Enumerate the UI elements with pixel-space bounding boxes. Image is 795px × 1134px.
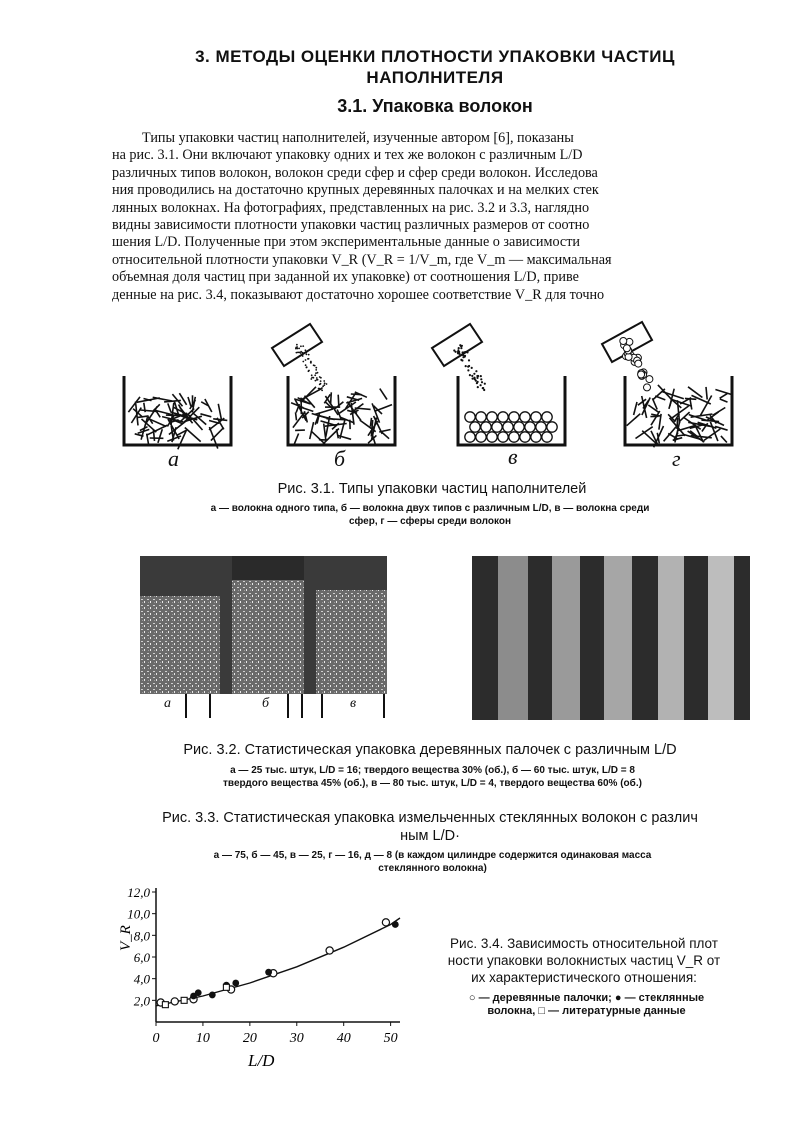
stream-particle (477, 386, 479, 388)
sphere (542, 432, 552, 442)
fig32-label-b: б (262, 696, 270, 711)
point-literature (223, 984, 229, 990)
stream-particle (324, 382, 326, 384)
fig32-label-strip (140, 694, 387, 720)
fiber (704, 429, 721, 441)
fibers-a (128, 393, 227, 449)
sphere (514, 422, 524, 432)
stream-particle (457, 349, 459, 351)
stream-particle (314, 374, 316, 376)
fiber (713, 408, 726, 416)
stream-particle (458, 347, 460, 349)
fiber (205, 399, 212, 412)
stream-particle (468, 365, 470, 367)
stream-particle (475, 370, 477, 372)
fiber (318, 415, 335, 419)
sphere (498, 412, 508, 422)
stream-particle (302, 345, 304, 347)
point-glass-fiber (392, 921, 399, 928)
paragraph-line: ния проводились на достаточно крупных деревянных палочках и на мелких стек (112, 182, 599, 199)
sphere (542, 412, 552, 422)
stream-particle (315, 367, 317, 369)
sphere (487, 412, 497, 422)
fiber (706, 387, 707, 400)
stream-particle (462, 351, 464, 353)
fig32-legend-line1: а — 25 тыс. штук, L/D = 16; твердого вещества 30% (об.), б — 60 тыс. штук, L/D = 8 (230, 765, 635, 776)
point-glass-fiber (265, 969, 272, 976)
fig32-label-a: а (164, 696, 171, 711)
stream-particle (321, 387, 323, 389)
x-tick-label: 30 (289, 1031, 304, 1046)
stream-particle (306, 366, 308, 368)
stream-particle (464, 351, 466, 353)
stream-particle (305, 349, 307, 351)
fig31-caption: Рис. 3.1. Типы упаковки частиц наполнителей (277, 481, 587, 497)
stream-particle (474, 378, 476, 380)
fiber (685, 398, 696, 399)
paragraph-line: шения L/D. Полученные при этом экспериментальные данные о зависимости (112, 234, 581, 251)
fig33-photo (472, 556, 750, 720)
fiber (701, 396, 712, 416)
fig32-label-c: в (350, 696, 357, 711)
fiber (634, 402, 637, 415)
paragraph-line: видны зависимости плотности упаковки частиц различных размеров от соотно (112, 217, 590, 234)
stream-particle (320, 377, 322, 379)
fig34-caption-line3: их характеристического отношения: (471, 970, 697, 985)
fiber (311, 431, 325, 444)
stream-particle (455, 351, 457, 353)
fig34-caption-line1: Рис. 3.4. Зависимость относительной плот (450, 936, 718, 951)
y-tick-label: 10,0 (127, 906, 150, 922)
fig33-legend-line2: стеклянного волокна) (378, 863, 487, 874)
stream-particle (326, 383, 328, 385)
paragraph-line: на рис. 3.1. Они включают упаковку одних и тех же волокон с различным L/D (112, 147, 583, 164)
stream-particle (314, 365, 316, 367)
fig34-chart (108, 878, 408, 1078)
fig31-legend-line2: сфер, г — сферы среди волокон (348, 516, 512, 527)
fig34-caption-line2: ности упаковки волокнистых частиц V_R от (447, 953, 721, 968)
fig33-legend (100, 849, 765, 875)
stream-particle (460, 359, 462, 361)
fiber (188, 397, 191, 406)
stream-particle (464, 355, 466, 357)
fibers-d (627, 385, 733, 447)
fiber (293, 412, 305, 427)
stream-particle (311, 374, 313, 376)
stream-particle (481, 381, 483, 383)
hopper-c (432, 324, 482, 366)
body-paragraph (112, 130, 752, 304)
chapter-title-line2: НАПОЛНИТЕЛЯ (366, 68, 504, 87)
fig32-photo (140, 556, 387, 694)
sphere (481, 422, 491, 432)
point-glass-fiber (195, 989, 202, 996)
point-glass-fiber (209, 992, 216, 999)
stream-particle (460, 347, 462, 349)
fiber (218, 404, 221, 420)
stream-particle (480, 378, 482, 380)
fiber (677, 435, 685, 436)
paragraph-line: Типы упаковки частиц наполнителей, изученные автором [6], показаны (142, 130, 574, 146)
stream-particle (480, 375, 482, 377)
fig31-label-a: а (168, 446, 179, 471)
sphere (536, 422, 546, 432)
fiber (690, 399, 692, 410)
chapter-title (120, 46, 750, 88)
stream-particle (323, 380, 325, 382)
y-tick-label: 12,0 (127, 885, 150, 900)
fig32-legend (100, 764, 765, 790)
fiber (688, 387, 702, 398)
stream-particle (469, 374, 471, 376)
stream-particle (308, 354, 310, 356)
stream-particle (320, 383, 322, 385)
paragraph-line: относительной плотности упаковки V_R (V_R = 1/V_m, где V_m — максимальная (112, 251, 612, 268)
fiber (193, 420, 202, 430)
fiber (155, 408, 161, 417)
y-tick-label: 4,0 (133, 971, 150, 987)
fig31-legend (100, 502, 760, 528)
stream-particle (306, 354, 308, 356)
fiber (721, 436, 727, 443)
x-tick-label: 0 (152, 1031, 160, 1046)
fig33-legend-line1: а — 75, б — 45, в — 25, г — 16, д — 8 (в каждом цилиндре содержится одинаковая масса (213, 850, 652, 861)
stream-particle (638, 371, 645, 378)
fig31-label-d: г (672, 446, 681, 471)
sphere (520, 432, 530, 442)
fig32-caption: Рис. 3.2. Статистическая упаковка деревянных палочек с различным L/D (183, 742, 677, 758)
stream-particle (465, 365, 467, 367)
fig34-legend (414, 992, 759, 1018)
sphere (498, 432, 508, 442)
stream-particle (480, 384, 482, 386)
sphere (492, 422, 502, 432)
stream-particle (302, 352, 304, 354)
fiber (381, 432, 389, 439)
fig33-caption-line1: Рис. 3.3. Статистическая упаковка измельченных стеклянных волокон с различ (162, 810, 698, 826)
stream-particle (321, 390, 323, 392)
sphere (525, 422, 535, 432)
fiber (213, 419, 227, 421)
stream-particle (461, 345, 463, 347)
fig33-caption-line2: ным L/D· (400, 828, 460, 844)
fig34-ylabel: V_R (118, 925, 134, 951)
fig33-caption (100, 809, 760, 845)
fiber (340, 419, 345, 439)
stream-particle (310, 361, 312, 363)
stream-particle (468, 359, 470, 361)
fig32-legend-line2: твердого вещества 45% (об.), в — 80 тыс. штук, L/D = 4, твердого вещества 60% (об.) (223, 778, 642, 789)
stream-particle (308, 358, 310, 360)
fiber (380, 389, 387, 400)
sphere (503, 422, 513, 432)
point-literature (181, 997, 187, 1003)
fiber (375, 405, 392, 412)
stream-particle (296, 344, 298, 346)
stream-particle (484, 383, 486, 385)
stream-particle (646, 376, 653, 383)
stream-particle (300, 345, 302, 347)
sphere (547, 422, 557, 432)
sphere (465, 412, 475, 422)
fiber (720, 399, 728, 402)
fiber (337, 429, 339, 438)
stream-particle (298, 348, 300, 350)
fiber (296, 412, 297, 420)
point-literature (162, 1002, 168, 1008)
stream-particle (297, 352, 299, 354)
stream-particle (644, 384, 651, 391)
stream-particle (458, 353, 460, 355)
fiber (715, 390, 732, 395)
stream-particle (471, 375, 473, 377)
sphere (531, 412, 541, 422)
stream-particle (476, 382, 478, 384)
fiber (715, 426, 728, 430)
stream-particle (302, 361, 304, 363)
stream-particle (302, 355, 304, 357)
point-wood-stick (382, 919, 389, 926)
fiber (331, 392, 332, 404)
sphere (520, 412, 530, 422)
stream-particle (305, 359, 307, 361)
stream-particle (483, 389, 485, 391)
stream-particle (471, 367, 473, 369)
fiber (168, 403, 171, 411)
y-tick-label: 8,0 (133, 928, 150, 944)
stream-particle (317, 379, 319, 381)
fig31-label-b: б (334, 446, 346, 471)
stream-particle (305, 352, 307, 354)
stream-particle (305, 364, 307, 366)
stream-particle (482, 387, 484, 389)
stream-particle (311, 377, 313, 379)
fig34-fit-line (156, 918, 400, 1006)
stream-particle (318, 388, 320, 390)
stream-particle (315, 372, 317, 374)
stream-particle (472, 378, 474, 380)
stream-particle (320, 380, 322, 382)
stream-particle (473, 373, 475, 375)
paragraph-line: различных типов волокон, волокон среди сфер и сфер среди волокон. Исследова (112, 164, 598, 181)
x-tick-label: 40 (336, 1031, 351, 1046)
fiber (200, 414, 211, 417)
paragraph-line: лянных волокнах. На фотографиях, представленных на рис. 3.2 и 3.3, наглядно (112, 199, 590, 216)
sphere (509, 432, 519, 442)
chapter-title-line1: 3. МЕТОДЫ ОЦЕНКИ ПЛОТНОСТИ УПАКОВКИ ЧАСТИЦ (195, 47, 675, 66)
stream-particle (623, 345, 630, 352)
fig34-legend-line2: волокна, □ — литературные данные (487, 1005, 686, 1017)
x-tick-label: 10 (195, 1031, 210, 1046)
paragraph-line: денные на рис. 3.4, показывают достаточно хорошее соответствие V_R для точно (112, 286, 605, 303)
sphere (476, 432, 486, 442)
fig31-diagrams (110, 318, 760, 468)
fiber (294, 434, 299, 445)
stream-b (295, 344, 327, 392)
stream-particle (316, 377, 318, 379)
point-wood-stick (326, 947, 333, 954)
point-wood-stick (171, 998, 178, 1005)
sphere (470, 422, 480, 432)
stream-particle (315, 369, 317, 371)
sphere (476, 412, 486, 422)
sphere (465, 432, 475, 442)
fit-curve (156, 918, 400, 1006)
section-title: 3.1. Упаковка волокон (337, 96, 533, 116)
stream-particle (308, 370, 310, 372)
stream-particle (620, 338, 627, 345)
sphere (531, 432, 541, 442)
fig34-xlabel: L/D (248, 1051, 275, 1070)
fig31-label-c: в (508, 444, 518, 469)
stream-particle (466, 351, 468, 353)
spheres-c (465, 412, 557, 442)
fiber (315, 409, 333, 415)
fig34-caption (414, 935, 754, 986)
stream-particle (295, 347, 297, 349)
y-tick-label: 2,0 (133, 993, 150, 1009)
x-tick-label: 20 (242, 1031, 257, 1046)
stream-particle (635, 360, 642, 367)
fig34-legend-line1: ○ — деревянные палочки; ● — стеклянные (468, 992, 705, 1004)
stream-particle (300, 351, 302, 353)
fiber (627, 414, 641, 426)
stream-particle (462, 354, 464, 356)
stream-particle (476, 377, 478, 379)
fibers-b (291, 387, 392, 446)
fiber (185, 428, 201, 442)
sphere (509, 412, 519, 422)
stream-particle (323, 384, 325, 386)
x-tick-label: 50 (383, 1031, 398, 1046)
fig31-legend-line1: а — волокна одного типа, б — волокна двух типов с различным L/D, в — волокна среди (210, 503, 650, 514)
y-tick-label: 6,0 (133, 950, 150, 965)
fiber (677, 418, 678, 429)
stream-particle (467, 369, 469, 371)
paragraph-line: объемная доля частиц при заданной их упаковке) от соотношения L/D, приве (112, 269, 579, 286)
sphere (487, 432, 497, 442)
stream-particle (477, 375, 479, 377)
fig34-points (157, 919, 399, 1008)
fiber (158, 429, 162, 443)
point-glass-fiber (232, 980, 239, 987)
fiber (370, 418, 371, 427)
fiber (720, 394, 728, 399)
